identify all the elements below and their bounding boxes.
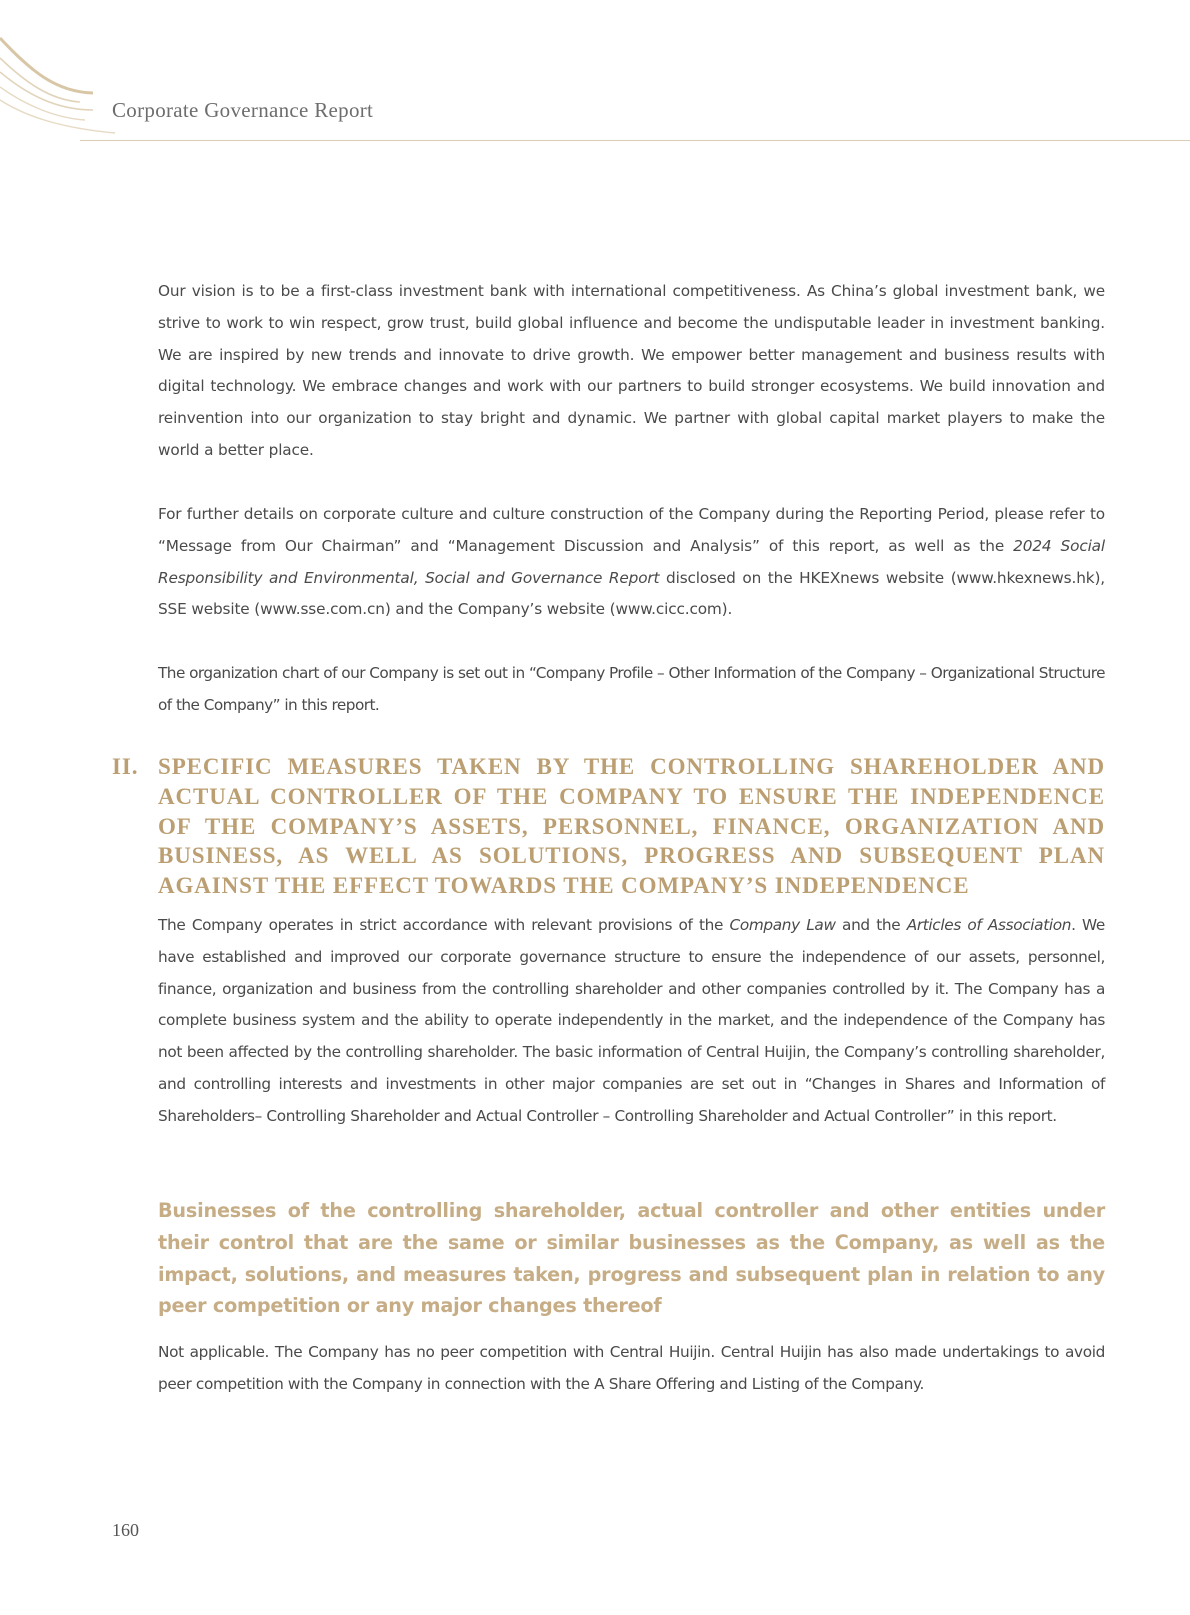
header-divider (80, 140, 1190, 141)
esg-report-title: 2024 Social Responsibility and Environmental, Social and Governance Report (158, 536, 1106, 587)
subsection-heading: Businesses of the controlling shareholder, actual controller and other entities under their control that are the same or similar businesses as the Company, as well as the impact, solutions, and measures taken, progress and subsequent plan in relation to any peer competition or any major changes thereof (158, 1199, 1105, 1318)
curved-lines-ornament-icon (0, 30, 130, 145)
peer-competition-paragraph: Not applicable. The Company has no peer competition with Central Huijin. Central Huijin has also made undertakings to avoid peer competition with the Company in connection with the A Share Offering and Listing of the Company. (158, 1343, 1105, 1393)
vision-paragraph: Our vision is to be a first-class investment bank with international competitiveness. As China’s global investment bank, we strive to work to win respect, grow trust, build global influence and become the undisputable leader in investment banking. We are inspired by new trends and innovate to drive growth. We empower better management and business results with digital technology. We embrace changes and work with our partners to build stronger ecosystems. We build innovation and reinvention into our organization to stay bright and dynamic. We partner with global capital market players to make the world a better place. (158, 282, 1105, 459)
articles-title: Articles of Association (906, 916, 1072, 934)
section-number: II. (112, 754, 139, 779)
org-chart-paragraph: The organization chart of our Company is set out in “Company Profile – Other Information of the Company – Organizational Structure of the Company” in this report. (158, 664, 1105, 714)
independence-text-2: and the (835, 916, 907, 934)
culture-text-end: disclosed on the HKEXnews website (www.hkexnews.hk), SSE website (www.sse.com.cn) and the Company’s website (www.cicc.com). (158, 568, 1105, 619)
page-number: 160 (112, 1520, 139, 1540)
section-title: SPECIFIC MEASURES TAKEN BY THE CONTROLLING SHAREHOLDER AND ACTUAL CONTROLLER OF THE COMPANY TO ENSURE THE INDEPENDENCE OF THE COMPANY’S ASSETS, PERSONNEL, FINANCE, ORGANIZATION AND BUSINESS, AS WELL AS SOLUTIONS, PROGRESS AND SUBSEQUENT PLAN AGAINST THE EFFECT TOWARDS THE COMPANY’S INDEPENDENCE (158, 754, 1105, 899)
running-header-title: Corporate Governance Report (112, 98, 374, 122)
independence-text-3: . We have established and improved our corporate governance structure to ensure the independence of our assets, personnel, finance, organization and business from the controlling shareholder and other companies controlled by it. The Company has a complete business system and the ability to operate independently in the market, and the independence of the Company has not been affected by the controlling shareholder. The basic information of Central Huijin, the Company’s controlling shareholder, and controlling interests and investments in other major companies are set out in “Changes in Shares and Information of Shareholders– Controlling Shareholder and Actual Controller – Controlling Shareholder and Actual Controller” in this report. (158, 916, 1105, 1125)
company-law-title: Company Law (729, 916, 836, 934)
culture-text-start: For further details on corporate culture and culture construction of the Company during the Reporting Period, please refer to “Message from Our Chairman” and “Management Discussion and Analysis” of this report, as well as the (158, 505, 1105, 555)
section-heading (112, 752, 1105, 901)
culture-paragraph (158, 499, 1105, 626)
independence-paragraph (158, 910, 1105, 1133)
independence-text-1: The Company operates in strict accordance with relevant provisions of the (158, 916, 730, 934)
